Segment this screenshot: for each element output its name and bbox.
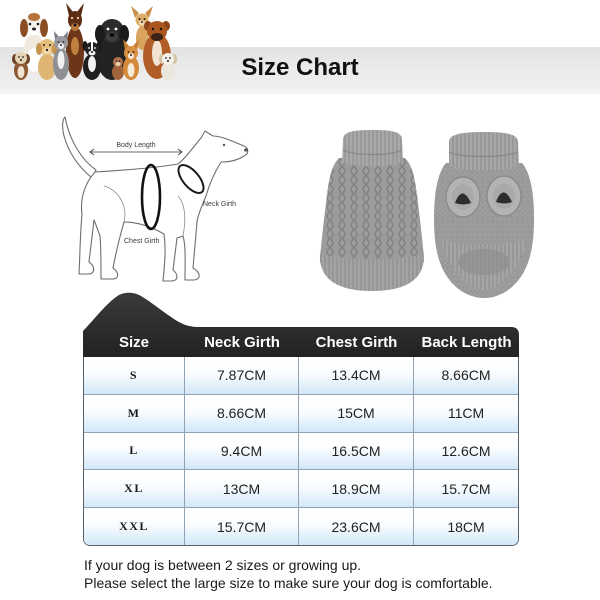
banner-divider [0, 90, 600, 94]
header-back-length: Back Length [421, 334, 512, 351]
header-size: Size [118, 334, 149, 351]
size-advice [84, 556, 584, 592]
size-cell: XXL [84, 508, 185, 545]
sweater-front [320, 130, 424, 291]
back-length-cell: 12.6CM [414, 433, 518, 470]
size-cell: M [84, 395, 185, 432]
back-length-cell: 11CM [414, 395, 518, 432]
neck-girth-cell: 15.7CM [185, 508, 299, 545]
table-row [84, 395, 518, 433]
neck-girth-label: Neck Girth [203, 201, 237, 208]
cartoon-dog-corgi [123, 39, 139, 80]
dog-tail [63, 117, 96, 178]
chest-girth-cell: 15CM [299, 395, 414, 432]
body-length-label: Body Length [116, 142, 156, 149]
size-cell: L [84, 433, 185, 470]
chest-girth-cell: 13.4CM [299, 357, 414, 394]
table-row [84, 508, 518, 545]
back-length-cell: 18CM [414, 508, 518, 545]
back-length-cell: 15.7CM [414, 470, 518, 507]
dog-eye [223, 144, 225, 146]
chest-girth-cell: 18.9CM [299, 470, 414, 507]
neck-girth-cell: 9.4CM [185, 433, 299, 470]
size-cell: S [84, 357, 185, 394]
page-title: Size Chart [241, 54, 359, 81]
cartoon-dog-border-collie [83, 41, 102, 80]
leg-hole-right [487, 176, 521, 216]
size-table [83, 357, 519, 546]
body-length-measure [90, 149, 182, 155]
table-row [84, 433, 518, 471]
cartoon-dog-small-terrier [112, 57, 124, 80]
size-note-line-1: If your dog is between 2 sizes or growing up. [84, 557, 362, 573]
size-cell: XL [84, 470, 185, 507]
table-row [84, 357, 518, 395]
dog-nose [244, 148, 248, 151]
neck-girth-cell: 7.87CM [185, 357, 299, 394]
dog-measurement-diagram [50, 105, 260, 295]
chest-girth-cell: 23.6CM [299, 508, 414, 545]
table-header-row [83, 331, 519, 355]
sweater-back [434, 132, 534, 298]
cartoon-dog-gray [53, 31, 69, 80]
neck-girth-cell: 8.66CM [185, 395, 299, 432]
size-note-line-2: Please select the large size to make sure your dog is comfortable. [84, 575, 493, 591]
chest-girth-cell: 16.5CM [299, 433, 414, 470]
header-chest-girth: Chest Girth [315, 334, 398, 351]
sweater-photos [300, 120, 550, 310]
table-row [84, 470, 518, 508]
cartoon-dog-small-brown [12, 52, 30, 80]
dogs-illustration [0, 0, 190, 90]
chest-girth-label: Chest Girth [124, 238, 160, 245]
back-length-cell: 8.66CM [414, 357, 518, 394]
header-neck-girth: Neck Girth [204, 334, 280, 351]
leg-hole-left [446, 177, 480, 217]
neck-girth-cell: 13CM [185, 470, 299, 507]
